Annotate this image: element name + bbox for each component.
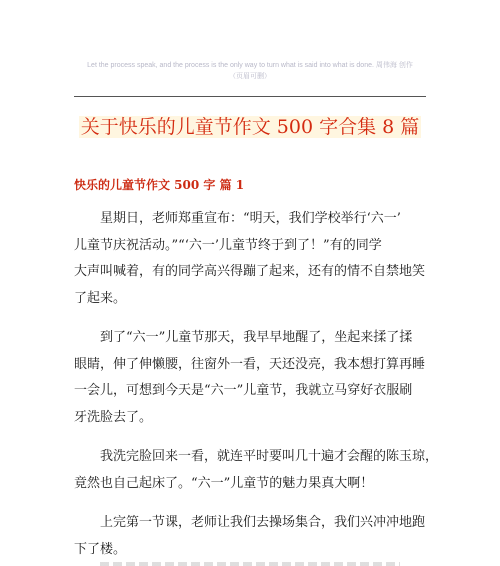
paragraph-line: 牙洗脸去了。 [74, 409, 153, 425]
header-extra: 创作 [398, 62, 413, 69]
paragraph-1 [74, 206, 426, 312]
paragraph-line: 大声叫喊着，有的同学高兴得蹦了起来，还有的情不自禁地笑 [74, 264, 426, 279]
cut-off-text-line [100, 556, 400, 566]
document-body [74, 206, 439, 566]
paragraph-line: 星期日，老师郑重宣布：“明天，我们学校举行‘六一’ [100, 211, 401, 226]
paragraph-line: 我洗完脸回来一看，就连平时要叫几十遍才会醒的陈玉琼， [100, 449, 439, 464]
paragraph-2 [74, 325, 426, 431]
header-watermark-text: Let the process speak, and the process is the only way to turn what is said into what is done. [87, 62, 374, 69]
header-author: 周伟海 [375, 62, 397, 69]
cut-off-text-fragment [100, 562, 400, 566]
paragraph-line: 竟然也自己起床了。“六一”儿童节的魅力果真大啊！ [74, 475, 374, 491]
document-title-text: 关于快乐的儿童节作文 500 字合集 8 篇 [80, 116, 420, 138]
paragraph-line: 儿童节庆祝活动。”“‘六一’儿童节终于到了！”有的同学 [74, 237, 382, 253]
paragraph-line: 下了楼。 [74, 541, 127, 557]
section-heading: 快乐的儿童节作文 500 字 篇 1 [74, 178, 245, 192]
paragraph-line: 眼睛，伸了伸懒腰，往窗外一看，天还没亮，我本想打算再睡 [74, 356, 426, 372]
paragraph-line: 一会儿，可想到今天是“六一”儿童节，我就立马穿好衣服刷 [74, 383, 413, 398]
paragraph-line: 到了“六一”儿童节那天，我早早地醒了，坐起来揉了揉 [100, 330, 413, 345]
paragraph-line: 上完第一节课，老师让我们去操场集合，我们兴冲冲地跑 [100, 515, 426, 530]
header-divider [74, 96, 426, 97]
paragraph-line: 了起来。 [74, 290, 127, 306]
document-title [74, 112, 426, 142]
paragraph-3 [74, 444, 439, 497]
header-sub: （页眉可删） [229, 73, 271, 80]
page-header [74, 60, 426, 82]
